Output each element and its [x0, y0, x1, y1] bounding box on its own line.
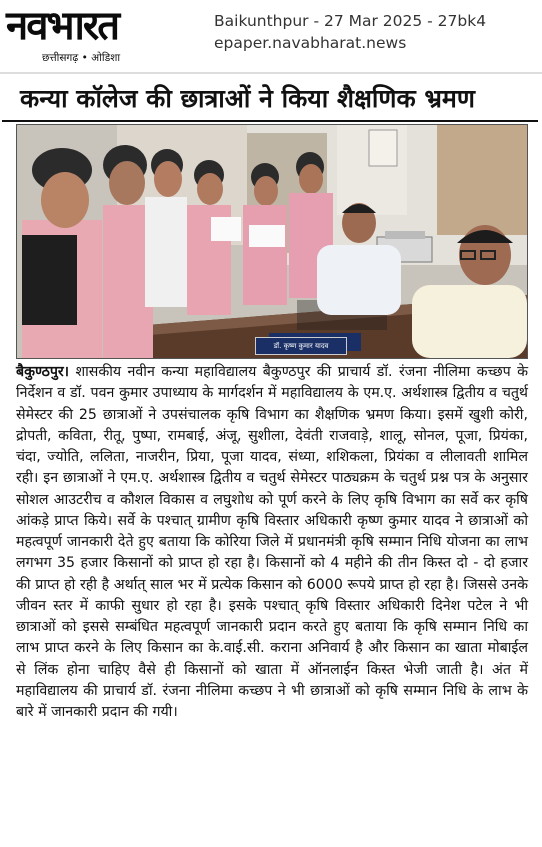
article-body [16, 362, 528, 723]
edition-info [214, 10, 486, 54]
headline-block [2, 82, 538, 122]
article-text: शासकीय नवीन कन्या महाविद्यालय बैकुण्ठपुर की प्राचार्य डॉ. रंजना नीलिमा कच्छप के निर्देशन व डॉ. पवन कुमार उपाध्याय के मार्गदर्शन में महाविद्यालय के एम.ए. अर्थशास्त्र द्वितीय व चतुर्थ सेमेस्टर की 25 छात्राओं ने उपसंचालक कृषि विभाग का शैक्षणिक भ्रमण किया। इसमें खुशी कोरी, द्रोपती, कविता, रीतू, पुष्पा, रामबाई, अंजू, सुशीला, देवंती राजवाड़े, शालू, सोनल, पूजा, प्रियंका, चंदा, ज्योति, ललिता, नाजरीन, प्रिया, पूजा यादव, संध्या, शशिकला, प्रियंका व लीलावती शामिल रही। इन छात्राओं ने एम.ए. अर्थशास्त्र द्वितीय व चतुर्थ सेमेस्टर पाठ्यक्रम के चतुर्थ प्रश्न पत्र के अनुसार सोशल आउटरीच व कौशल विकास व लघुशोध को पूर्ण करने के लिए कृषि विभाग का सर्वे कर कृषि आंकड़े प्राप्त किये। सर्वे के पश्चात् ग्रामीण कृषि विस्तार अधिकारी कृष्ण कुमार यादव ने छात्राओं को महत्वपूर्ण जानकारी देते हुए बताया कि कोरिया जिले में प्रधानमंत्री कृषि सम्मान निधि योजना का लाभ लगभग 35 हजार किसानों को प्राप्त हो रहा है। किसानों को 4 महीने की तीन किस्त दो - दो हजार की प्राप्त हो रही है अर्थात् साल भर में प्रत्येक किसान को 6000 रूपये प्राप्त हो रहा है। जिससे उनके जीवन स्तर में काफी सुधार हो रहा है। इसके पश्चात् कृषि विस्तार अधिकारी दिनेश पटेल ने भी छात्राओं को इससे सम्बंधित महत्वपूर्ण जानकारी प्रदान करते हुए बताया कि कृषि सम्मान निधि का लाभ प्राप्त करने के लिए किसान का के.वाई.सी. कराना अनिवार्य है और किसान का खाता मोबाईल से लिंक होना चाहिए वैसे ही किसानों को खाता में ऑनलाईन किस्त भेजी जाती है। अंत में महाविद्यालय की प्राचार्य डॉ. रंजना नीलिमा कच्छप ने भी छात्राओं को कृषि सम्मान निधि के लाभ के बारे में जानकारी प्रदान की गयी। [16, 364, 528, 720]
photo-illustration [17, 125, 527, 358]
news-photo [16, 124, 528, 359]
newspaper-logo [2, 4, 202, 66]
masthead-divider [0, 72, 542, 74]
site-url: epaper.navabharat.news [214, 34, 407, 52]
logo-subtitle: छत्तीसगढ़ • ओडिशा [42, 52, 121, 64]
dateline: बैकुण्ठपुर। [16, 364, 70, 380]
name-plate: डॉ. कृष्ण कुमार यादव [255, 337, 347, 355]
headline: कन्या कॉलेज की छात्राओं ने किया शैक्षणिक भ्रमण [20, 84, 475, 113]
logo-text: नवभारत [6, 2, 119, 49]
masthead [0, 0, 542, 72]
edition-line: Baikunthpur - 27 Mar 2025 - 27bk4 [214, 12, 487, 30]
